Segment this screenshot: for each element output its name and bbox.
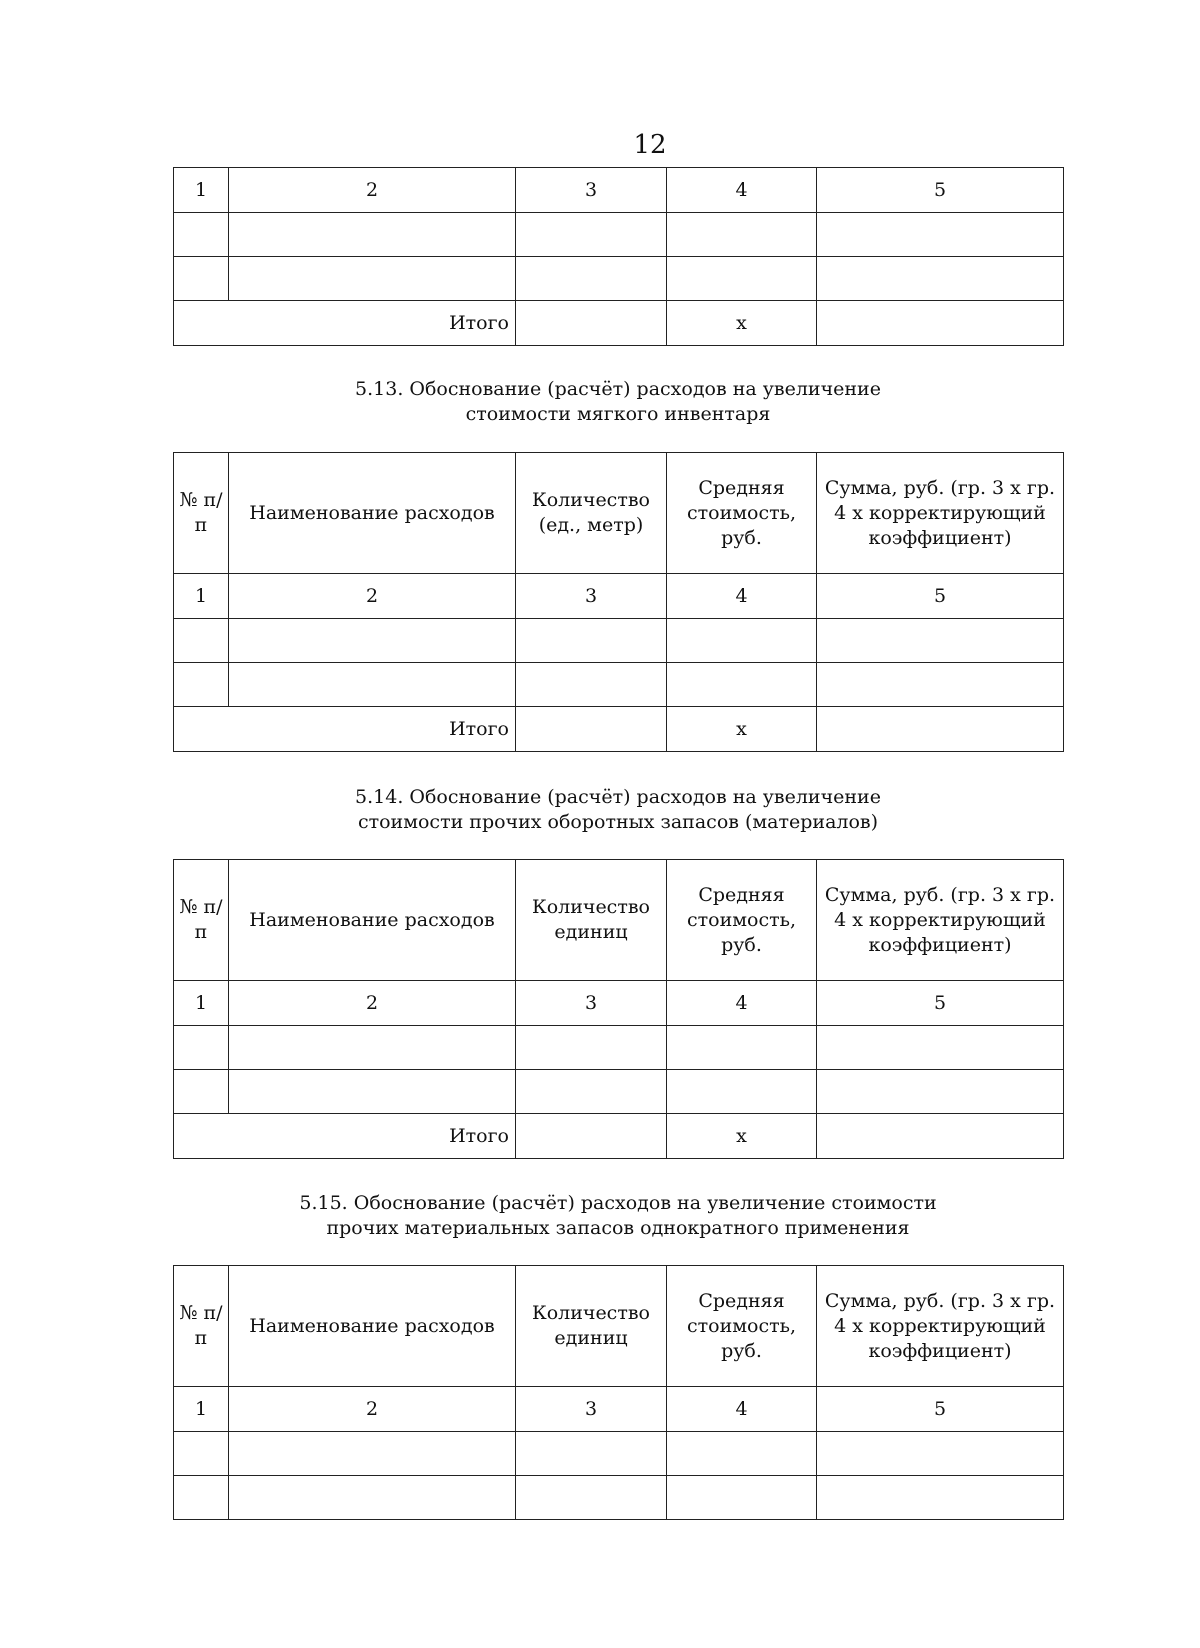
cell[interactable] — [817, 1476, 1064, 1520]
heading-line: прочих материальных запасов однократного применения — [326, 1217, 910, 1239]
header-qty: Количество (ед., метр) — [516, 453, 667, 574]
cell[interactable] — [817, 257, 1064, 301]
header-sum: Сумма, руб. (гр. 3 х гр. 4 х корректирующий коэффициент) — [817, 1266, 1064, 1387]
header-no: № п/п — [174, 453, 229, 574]
column-number: 4 — [667, 981, 817, 1026]
cell[interactable] — [667, 663, 817, 707]
header-row — [174, 453, 1064, 574]
table-row — [174, 619, 1064, 663]
heading-line: 5.14. Обоснование (расчёт) расходов на увеличение — [355, 786, 881, 808]
heading-line: стоимости мягкого инвентаря — [465, 403, 771, 425]
cell[interactable] — [667, 1070, 817, 1114]
cell[interactable] — [229, 257, 516, 301]
cell[interactable] — [174, 619, 229, 663]
cell[interactable] — [817, 1070, 1064, 1114]
header-sum: Сумма, руб. (гр. 3 х гр. 4 х корректирующий коэффициент) — [817, 860, 1064, 981]
header-avg: Средняя стоимость, руб. — [667, 860, 817, 981]
column-number: 3 — [516, 168, 667, 213]
header-no: № п/п — [174, 860, 229, 981]
table-continuation — [173, 167, 1064, 346]
column-number: 2 — [229, 981, 516, 1026]
table-row — [174, 257, 1064, 301]
cell[interactable] — [516, 707, 667, 752]
section-heading-5-13 — [173, 377, 1063, 427]
cell[interactable] — [667, 213, 817, 257]
table-row — [174, 1070, 1064, 1114]
cell[interactable] — [516, 213, 667, 257]
header-row — [174, 1266, 1064, 1387]
column-number: 1 — [174, 168, 229, 213]
header-avg: Средняя стоимость, руб. — [667, 1266, 817, 1387]
cell[interactable] — [516, 301, 667, 346]
header-name: Наименование расходов — [229, 860, 516, 981]
cell[interactable] — [229, 1432, 516, 1476]
cell[interactable] — [174, 213, 229, 257]
column-number: 2 — [229, 574, 516, 619]
cell[interactable] — [229, 1070, 516, 1114]
column-number: 3 — [516, 1387, 667, 1432]
header-name: Наименование расходов — [229, 453, 516, 574]
cell[interactable] — [817, 301, 1064, 346]
column-number: 1 — [174, 574, 229, 619]
cell[interactable] — [516, 1476, 667, 1520]
column-number: 4 — [667, 574, 817, 619]
column-number: 1 — [174, 1387, 229, 1432]
cell[interactable] — [229, 1476, 516, 1520]
table-row — [174, 1026, 1064, 1070]
cell[interactable] — [229, 619, 516, 663]
column-number-row — [174, 981, 1064, 1026]
cell[interactable] — [174, 663, 229, 707]
column-number: 5 — [817, 981, 1064, 1026]
cell[interactable] — [229, 663, 516, 707]
column-number: 2 — [229, 1387, 516, 1432]
page-number: 12 — [633, 130, 667, 160]
header-row — [174, 860, 1064, 981]
cell[interactable] — [667, 1026, 817, 1070]
column-number: 3 — [516, 981, 667, 1026]
cell[interactable] — [667, 1432, 817, 1476]
totals-row — [174, 301, 1064, 346]
heading-line: стоимости прочих оборотных запасов (материалов) — [357, 811, 879, 833]
cell[interactable] — [817, 1432, 1064, 1476]
table-row — [174, 213, 1064, 257]
cell[interactable] — [174, 257, 229, 301]
totals-x: x — [667, 301, 817, 346]
cell[interactable] — [516, 1114, 667, 1159]
cell[interactable] — [516, 1070, 667, 1114]
cell[interactable] — [174, 1070, 229, 1114]
cell[interactable] — [667, 257, 817, 301]
column-number: 4 — [667, 1387, 817, 1432]
cell[interactable] — [174, 1432, 229, 1476]
cell[interactable] — [817, 213, 1064, 257]
table-5-13 — [173, 452, 1064, 752]
totals-x: x — [667, 1114, 817, 1159]
column-number: 5 — [817, 168, 1064, 213]
header-qty: Количество единиц — [516, 860, 667, 981]
cell[interactable] — [229, 213, 516, 257]
column-number-row — [174, 574, 1064, 619]
table-row — [174, 1476, 1064, 1520]
column-number: 3 — [516, 574, 667, 619]
totals-row — [174, 1114, 1064, 1159]
table-row — [174, 663, 1064, 707]
column-number: 2 — [229, 168, 516, 213]
cell[interactable] — [667, 619, 817, 663]
section-heading-5-14 — [173, 785, 1063, 835]
totals-label: Итого — [174, 1114, 516, 1159]
totals-x: x — [667, 707, 817, 752]
cell[interactable] — [817, 619, 1064, 663]
cell[interactable] — [516, 1026, 667, 1070]
cell[interactable] — [667, 1476, 817, 1520]
header-avg: Средняя стоимость, руб. — [667, 453, 817, 574]
cell[interactable] — [817, 707, 1064, 752]
header-sum: Сумма, руб. (гр. 3 х гр. 4 х корректирующий коэффициент) — [817, 453, 1064, 574]
totals-label: Итого — [174, 707, 516, 752]
column-number-row — [174, 1387, 1064, 1432]
column-number: 1 — [174, 981, 229, 1026]
totals-row — [174, 707, 1064, 752]
cell[interactable] — [817, 1026, 1064, 1070]
cell[interactable] — [817, 663, 1064, 707]
cell[interactable] — [516, 663, 667, 707]
cell[interactable] — [817, 1114, 1064, 1159]
table-row — [174, 1432, 1064, 1476]
table-5-15 — [173, 1265, 1064, 1520]
cell[interactable] — [174, 1026, 229, 1070]
table-5-14 — [173, 859, 1064, 1159]
column-number: 5 — [817, 1387, 1064, 1432]
cell[interactable] — [516, 257, 667, 301]
cell[interactable] — [516, 1432, 667, 1476]
heading-line: 5.13. Обоснование (расчёт) расходов на увеличение — [355, 378, 881, 400]
column-number: 5 — [817, 574, 1064, 619]
cell[interactable] — [229, 1026, 516, 1070]
column-number-row — [174, 168, 1064, 213]
header-no: № п/п — [174, 1266, 229, 1387]
cell[interactable] — [174, 1476, 229, 1520]
header-qty: Количество единиц — [516, 1266, 667, 1387]
totals-label: Итого — [174, 301, 516, 346]
section-heading-5-15 — [173, 1191, 1063, 1241]
header-name: Наименование расходов — [229, 1266, 516, 1387]
column-number: 4 — [667, 168, 817, 213]
cell[interactable] — [516, 619, 667, 663]
heading-line: 5.15. Обоснование (расчёт) расходов на увеличение стоимости — [299, 1192, 937, 1214]
